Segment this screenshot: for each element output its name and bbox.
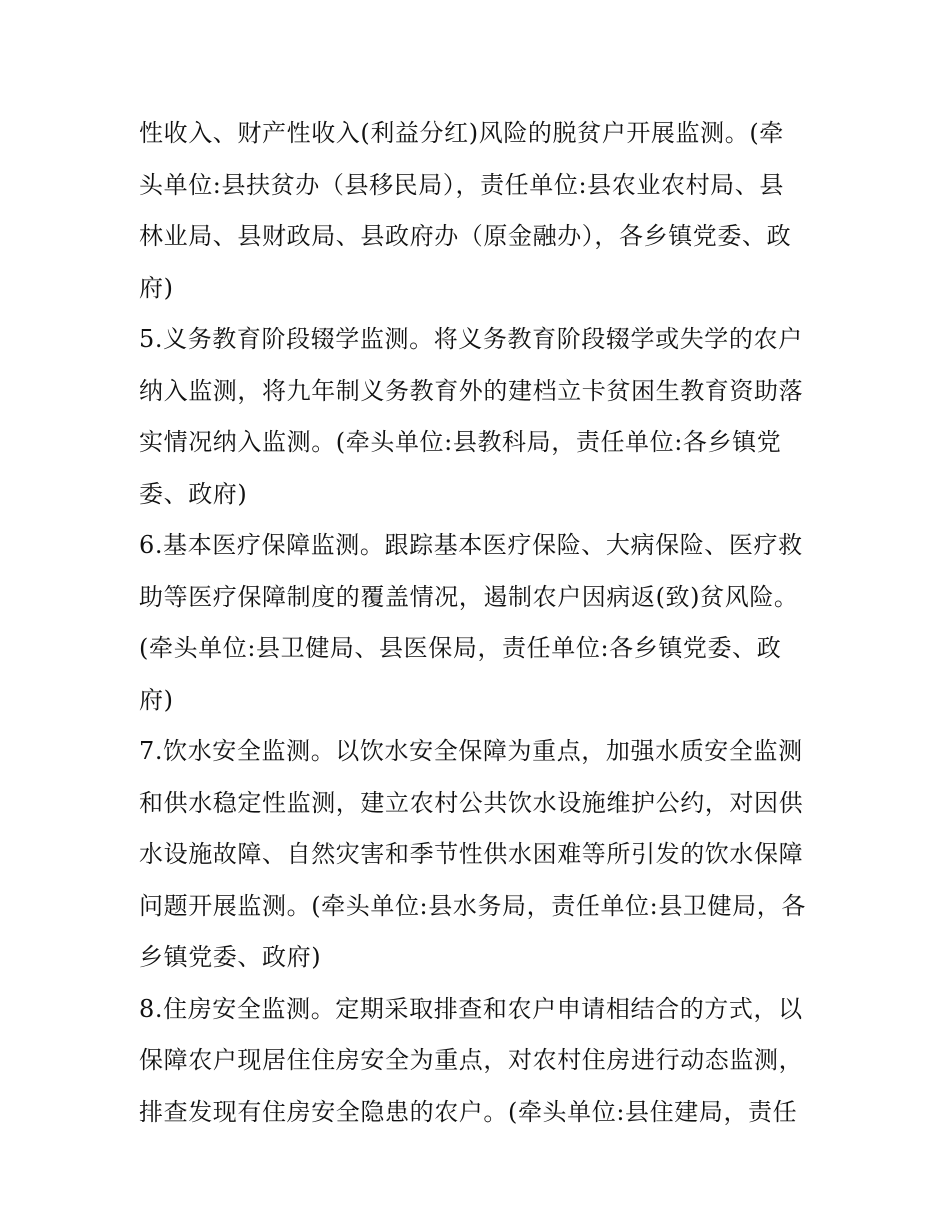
text-line: 头单位:县扶贫办（县移民局），责任单位:县农业农村局、县 — [139, 170, 784, 199]
text-line: 5.义务教育阶段辍学监测。将义务教育阶段辍学或失学的农户 — [139, 325, 803, 353]
text-line: 纳入监测，将九年制义务教育外的建档立卡贫困生教育资助落 — [139, 376, 804, 405]
text-line: (牵头单位:县卫健局、县医保局，责任单位:各乡镇党委、政 — [139, 634, 782, 662]
text-line: 7.饮水安全监测。以饮水安全保障为重点，加强水质安全监测 — [139, 737, 803, 765]
text-line: 助等医疗保障制度的覆盖情况，遏制农户因病返(致)贫风险。 — [139, 582, 799, 611]
text-line: 性收入、财产性收入(利益分红)风险的脱贫户开展监测。(牵 — [139, 119, 784, 147]
text-line: 问题开展监测。(牵头单位:县水务局，责任单位:县卫健局，各 — [139, 891, 806, 920]
text-line: 委、政府) — [139, 479, 248, 508]
text-line: 6.基本医疗保障监测。跟踪基本医疗保险、大病保险、医疗救 — [139, 531, 803, 559]
text-line: 乡镇党委、政府) — [139, 943, 322, 971]
text-line: 府) — [139, 273, 174, 302]
document-body-text — [139, 108, 819, 1138]
text-line: 林业局、县财政局、县政府办（原金融办），各乡镇党委、政 — [139, 222, 792, 250]
text-line: 8.住房安全监测。定期采取排查和农户申请相结合的方式，以 — [139, 994, 803, 1023]
text-line: 水设施故障、自然灾害和季节性供水困难等所引发的饮水保障 — [139, 840, 804, 868]
text-line: 和供水稳定性监测，建立农村公共饮水设施维护公约，对因供 — [139, 788, 804, 817]
text-line: 排查发现有住房安全隐患的农户。(牵头单位:县住建局，责任 — [139, 1097, 798, 1126]
text-line: 保障农户现居住住房安全为重点，对农村住房进行动态监测， — [139, 1046, 804, 1074]
text-line: 实情况纳入监测。(牵头单位:县教科局，责任单位:各乡镇党 — [139, 428, 782, 456]
text-line: 府) — [139, 685, 174, 714]
